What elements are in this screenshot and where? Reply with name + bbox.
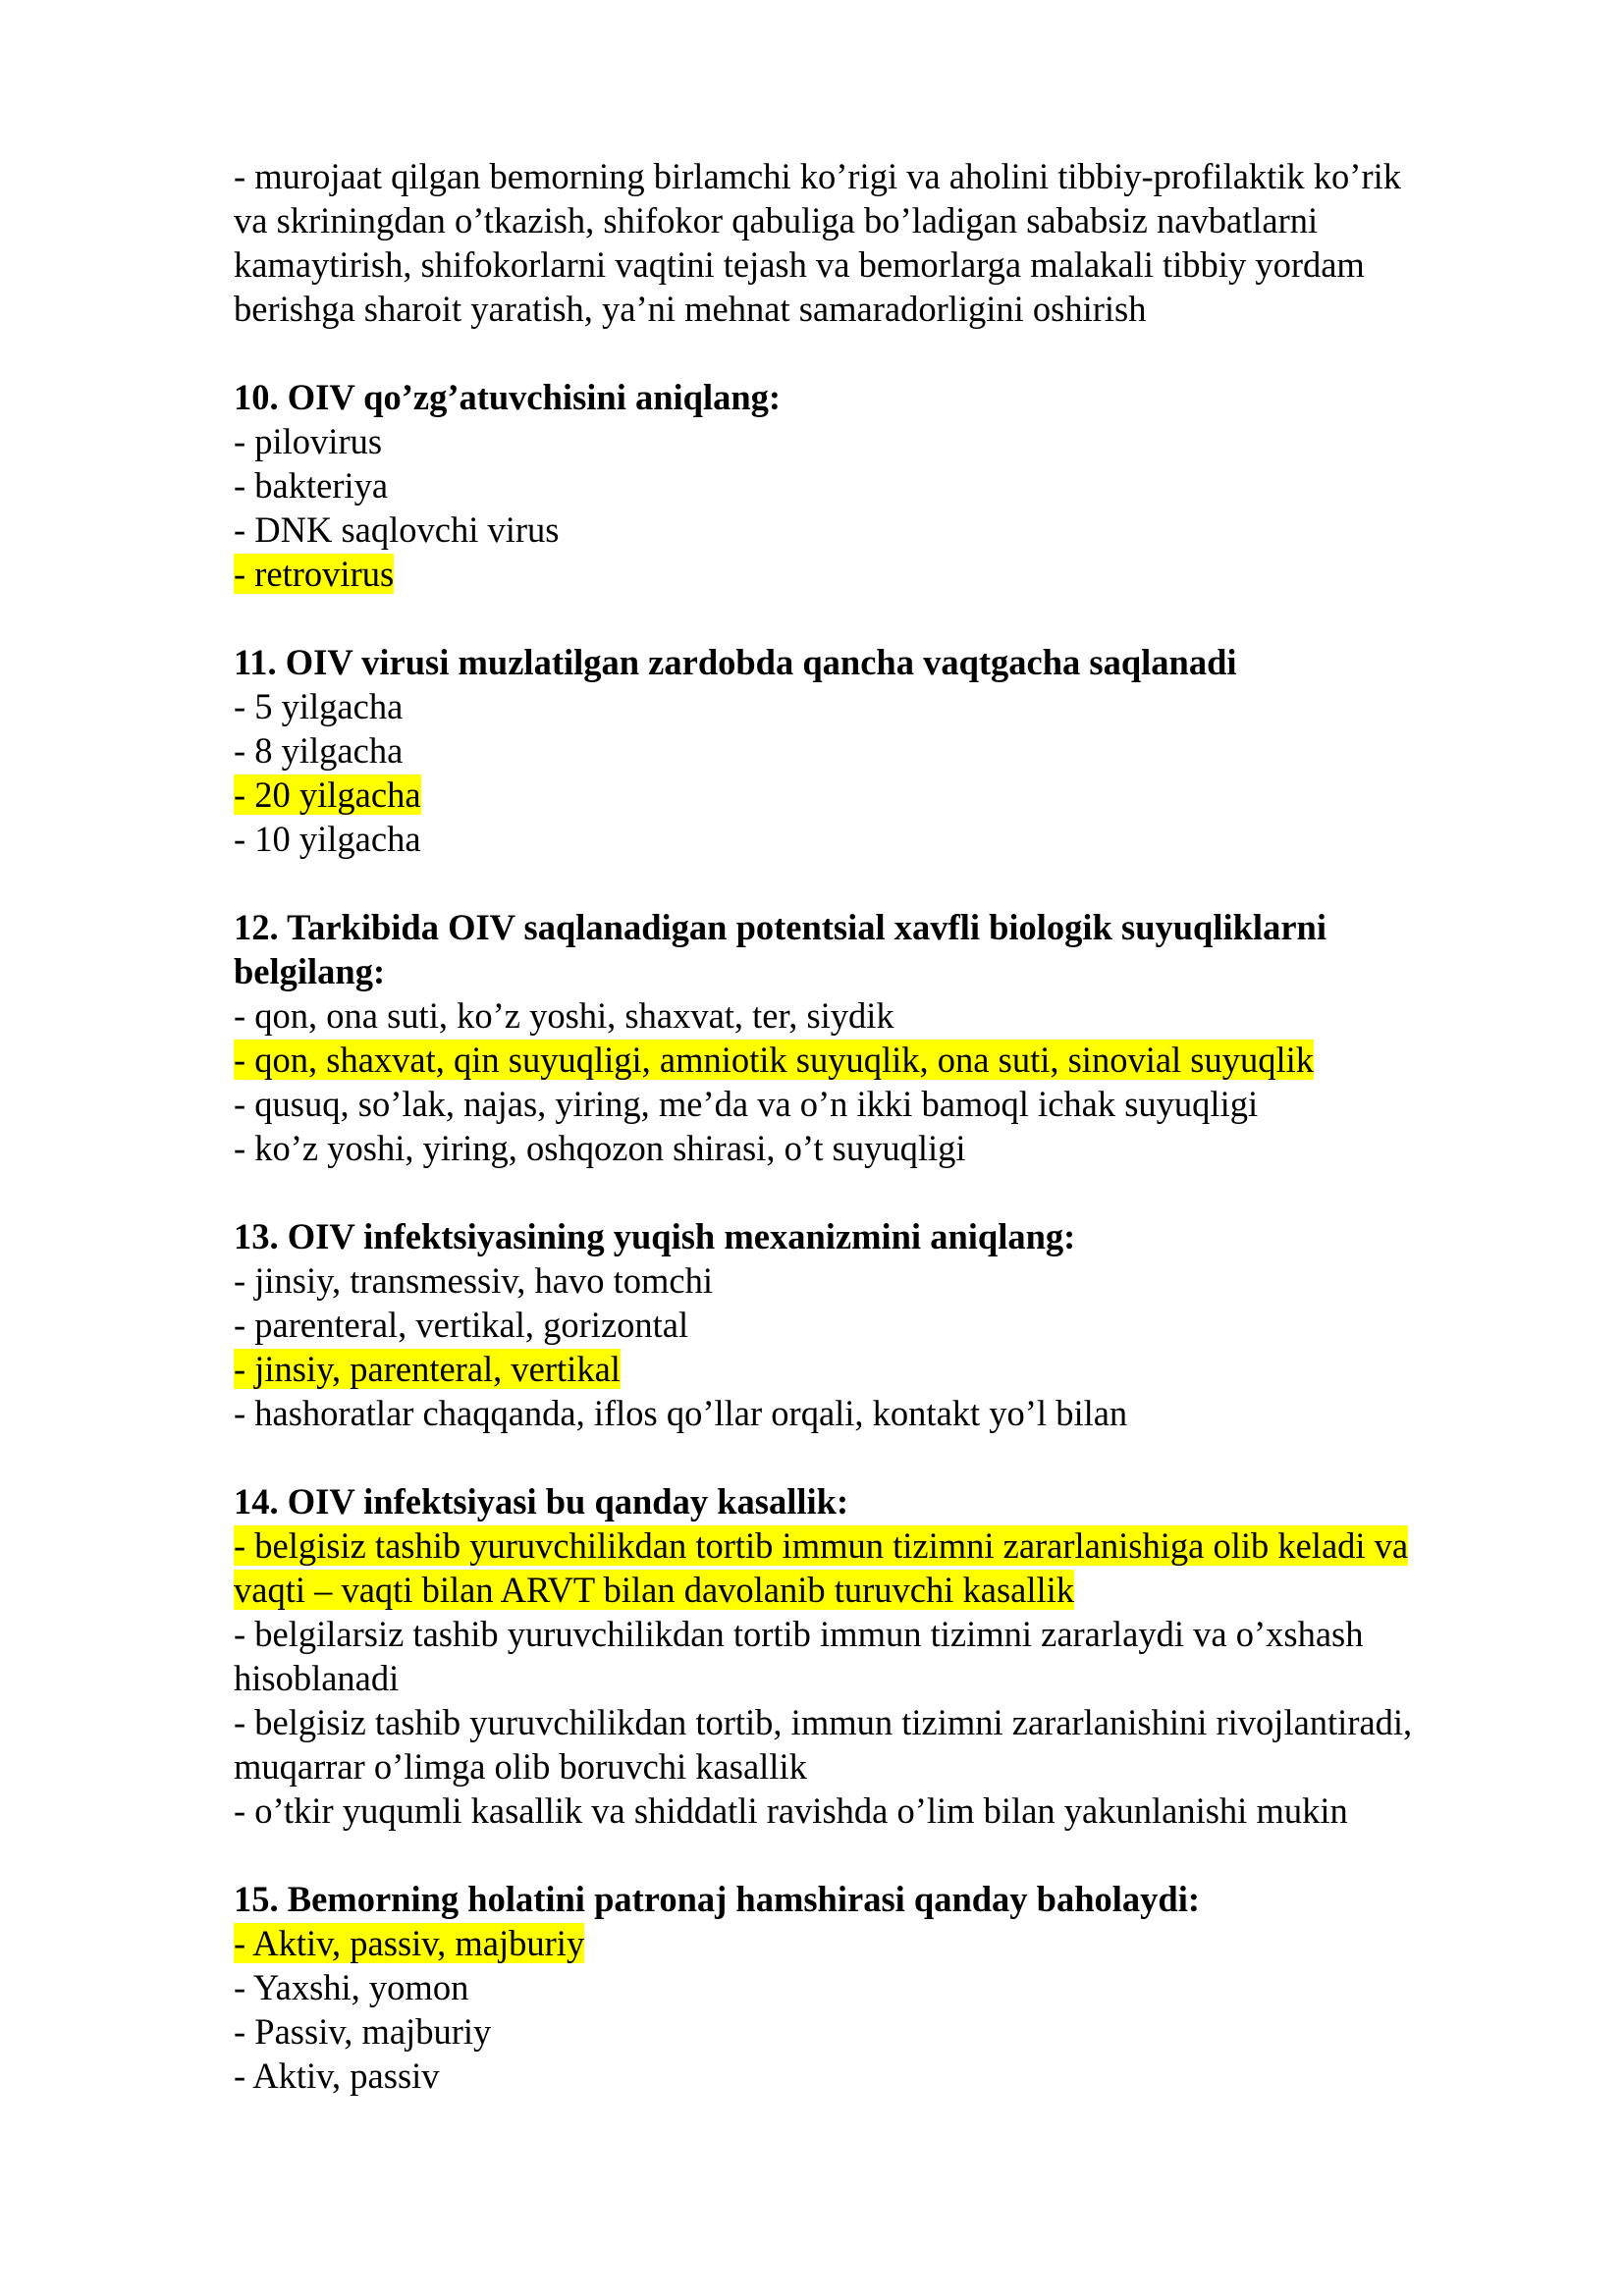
answer-text: - ko’z yoshi, yiring, oshqozon shirasi, o’t suyuqligi [234, 1128, 966, 1168]
answer-text: - qon, ona suti, ko’z yoshi, shaxvat, ter, siydik [234, 995, 894, 1036]
answer-option [234, 1789, 1510, 1833]
highlighted-answer-text: - belgisiz tashib yuruvchilikdan tortib immun tizimni zararlanishiga olib keladi va [234, 1525, 1409, 1566]
highlighted-answer-text: - retrovirus [234, 554, 395, 594]
question-title: 13. OIV infektsiyasining yuqish mexanizmini aniqlang: [234, 1216, 1076, 1256]
answer-text: - 10 yilgacha [234, 819, 421, 859]
answer-option [234, 1700, 1510, 1744]
answer-option [234, 728, 1510, 773]
question-14 [234, 1479, 1510, 1833]
answer-option [234, 1612, 1510, 1656]
answer-option [234, 1303, 1510, 1347]
answer-option [234, 1965, 1510, 2009]
answer-text: - pilovirus [234, 421, 383, 461]
highlighted-answer-text: - jinsiy, parenteral, vertikal [234, 1349, 621, 1389]
question-11 [234, 640, 1510, 861]
question-title: 14. OIV infektsiyasi bu qanday kasallik: [234, 1481, 849, 1522]
document-content [234, 154, 1510, 2098]
answer-option [234, 993, 1510, 1038]
answer-text: - hashoratlar chaqqanda, iflos qo’llar orqali, kontakt yo’l bilan [234, 1393, 1128, 1433]
question-title: 12. Tarkibida OIV saqlanadigan potentsial xavfli biologik suyuqliklarni [234, 907, 1326, 947]
answer-text: hisoblanadi [234, 1658, 400, 1698]
answer-option-correct [234, 1038, 1510, 1082]
answer-option [234, 1391, 1510, 1435]
question-12 [234, 905, 1510, 1170]
intro-paragraph [234, 154, 1510, 331]
answer-text: - 5 yilgacha [234, 686, 404, 726]
question-13 [234, 1214, 1510, 1435]
question-title: 11. OIV virusi muzlatilgan zardobda qancha vaqtgacha saqlanadi [234, 642, 1237, 682]
answer-text: - belgisiz tashib yuruvchilikdan tortib, immun tizimni zararlanishini rivojlantiradi, [234, 1702, 1413, 1742]
answer-option [234, 684, 1510, 728]
answer-text: - qusuq, so’lak, najas, yiring, me’da va o’n ikki bamoql ichak suyuqligi [234, 1084, 1259, 1124]
highlighted-answer-text: - 20 yilgacha [234, 774, 421, 815]
intro-line: - murojaat qilgan bemorning birlamchi ko’rigi va aholini tibbiy-profilaktik ko’rik [234, 156, 1402, 196]
answer-text: - Passiv, majburiy [234, 2011, 492, 2052]
answer-option [234, 507, 1510, 552]
question-title: belgilang: [234, 951, 386, 991]
answer-option [234, 1082, 1510, 1126]
answer-text: - DNK saqlovchi virus [234, 509, 560, 550]
answer-option-correct [234, 1347, 1510, 1391]
answer-text: - Yaxshi, yomon [234, 1967, 469, 2007]
answer-option [234, 2054, 1510, 2098]
answer-option-correct [234, 773, 1510, 817]
answer-option [234, 1656, 1510, 1700]
answer-option [234, 1126, 1510, 1170]
intro-line: kamaytirish, shifokorlarni vaqtini tejash va bemorlarga malakali tibbiy yordam [234, 244, 1365, 285]
answer-option-correct [234, 1921, 1510, 1965]
question-title: 15. Bemorning holatini patronaj hamshirasi qanday baholaydi: [234, 1879, 1201, 1919]
highlighted-answer-text: - qon, shaxvat, qin suyuqligi, amniotik suyuqlik, ona suti, sinovial suyuqlik [234, 1040, 1315, 1080]
highlighted-answer-text: - Aktiv, passiv, majburiy [234, 1923, 585, 1963]
answer-option [234, 1744, 1510, 1789]
answer-text: - Aktiv, passiv [234, 2056, 440, 2096]
answer-text: - bakteriya [234, 465, 389, 506]
question-10 [234, 375, 1510, 596]
answer-option-correct [234, 1523, 1510, 1568]
answer-option-correct [234, 552, 1510, 596]
question-15 [234, 1877, 1510, 2098]
answer-option [234, 817, 1510, 861]
answer-option [234, 1258, 1510, 1303]
answer-text: muqarrar o’limga olib boruvchi kasallik [234, 1746, 807, 1787]
answer-text: - 8 yilgacha [234, 730, 404, 771]
answer-text: - jinsiy, transmessiv, havo tomchi [234, 1260, 713, 1301]
intro-line: berishga sharoit yaratish, ya’ni mehnat samaradorligini oshirish [234, 289, 1147, 329]
answer-option-correct [234, 1568, 1510, 1612]
question-title: 10. OIV qo’zg’atuvchisini aniqlang: [234, 377, 782, 417]
answer-text: - parenteral, vertikal, gorizontal [234, 1305, 689, 1345]
answer-option [234, 419, 1510, 463]
answer-option [234, 463, 1510, 507]
answer-text: - belgilarsiz tashib yuruvchilikdan tortib immun tizimni zararlaydi va o’xshash [234, 1614, 1364, 1654]
answer-text: - o’tkir yuqumli kasallik va shiddatli ravishda o’lim bilan yakunlanishi mukin [234, 1790, 1348, 1831]
highlighted-answer-text: vaqti – vaqti bilan ARVT bilan davolanib turuvchi kasallik [234, 1570, 1075, 1610]
intro-line: va skriningdan o’tkazish, shifokor qabuliga bo’ladigan sababsiz navbatlarni [234, 200, 1319, 240]
answer-option [234, 2009, 1510, 2054]
